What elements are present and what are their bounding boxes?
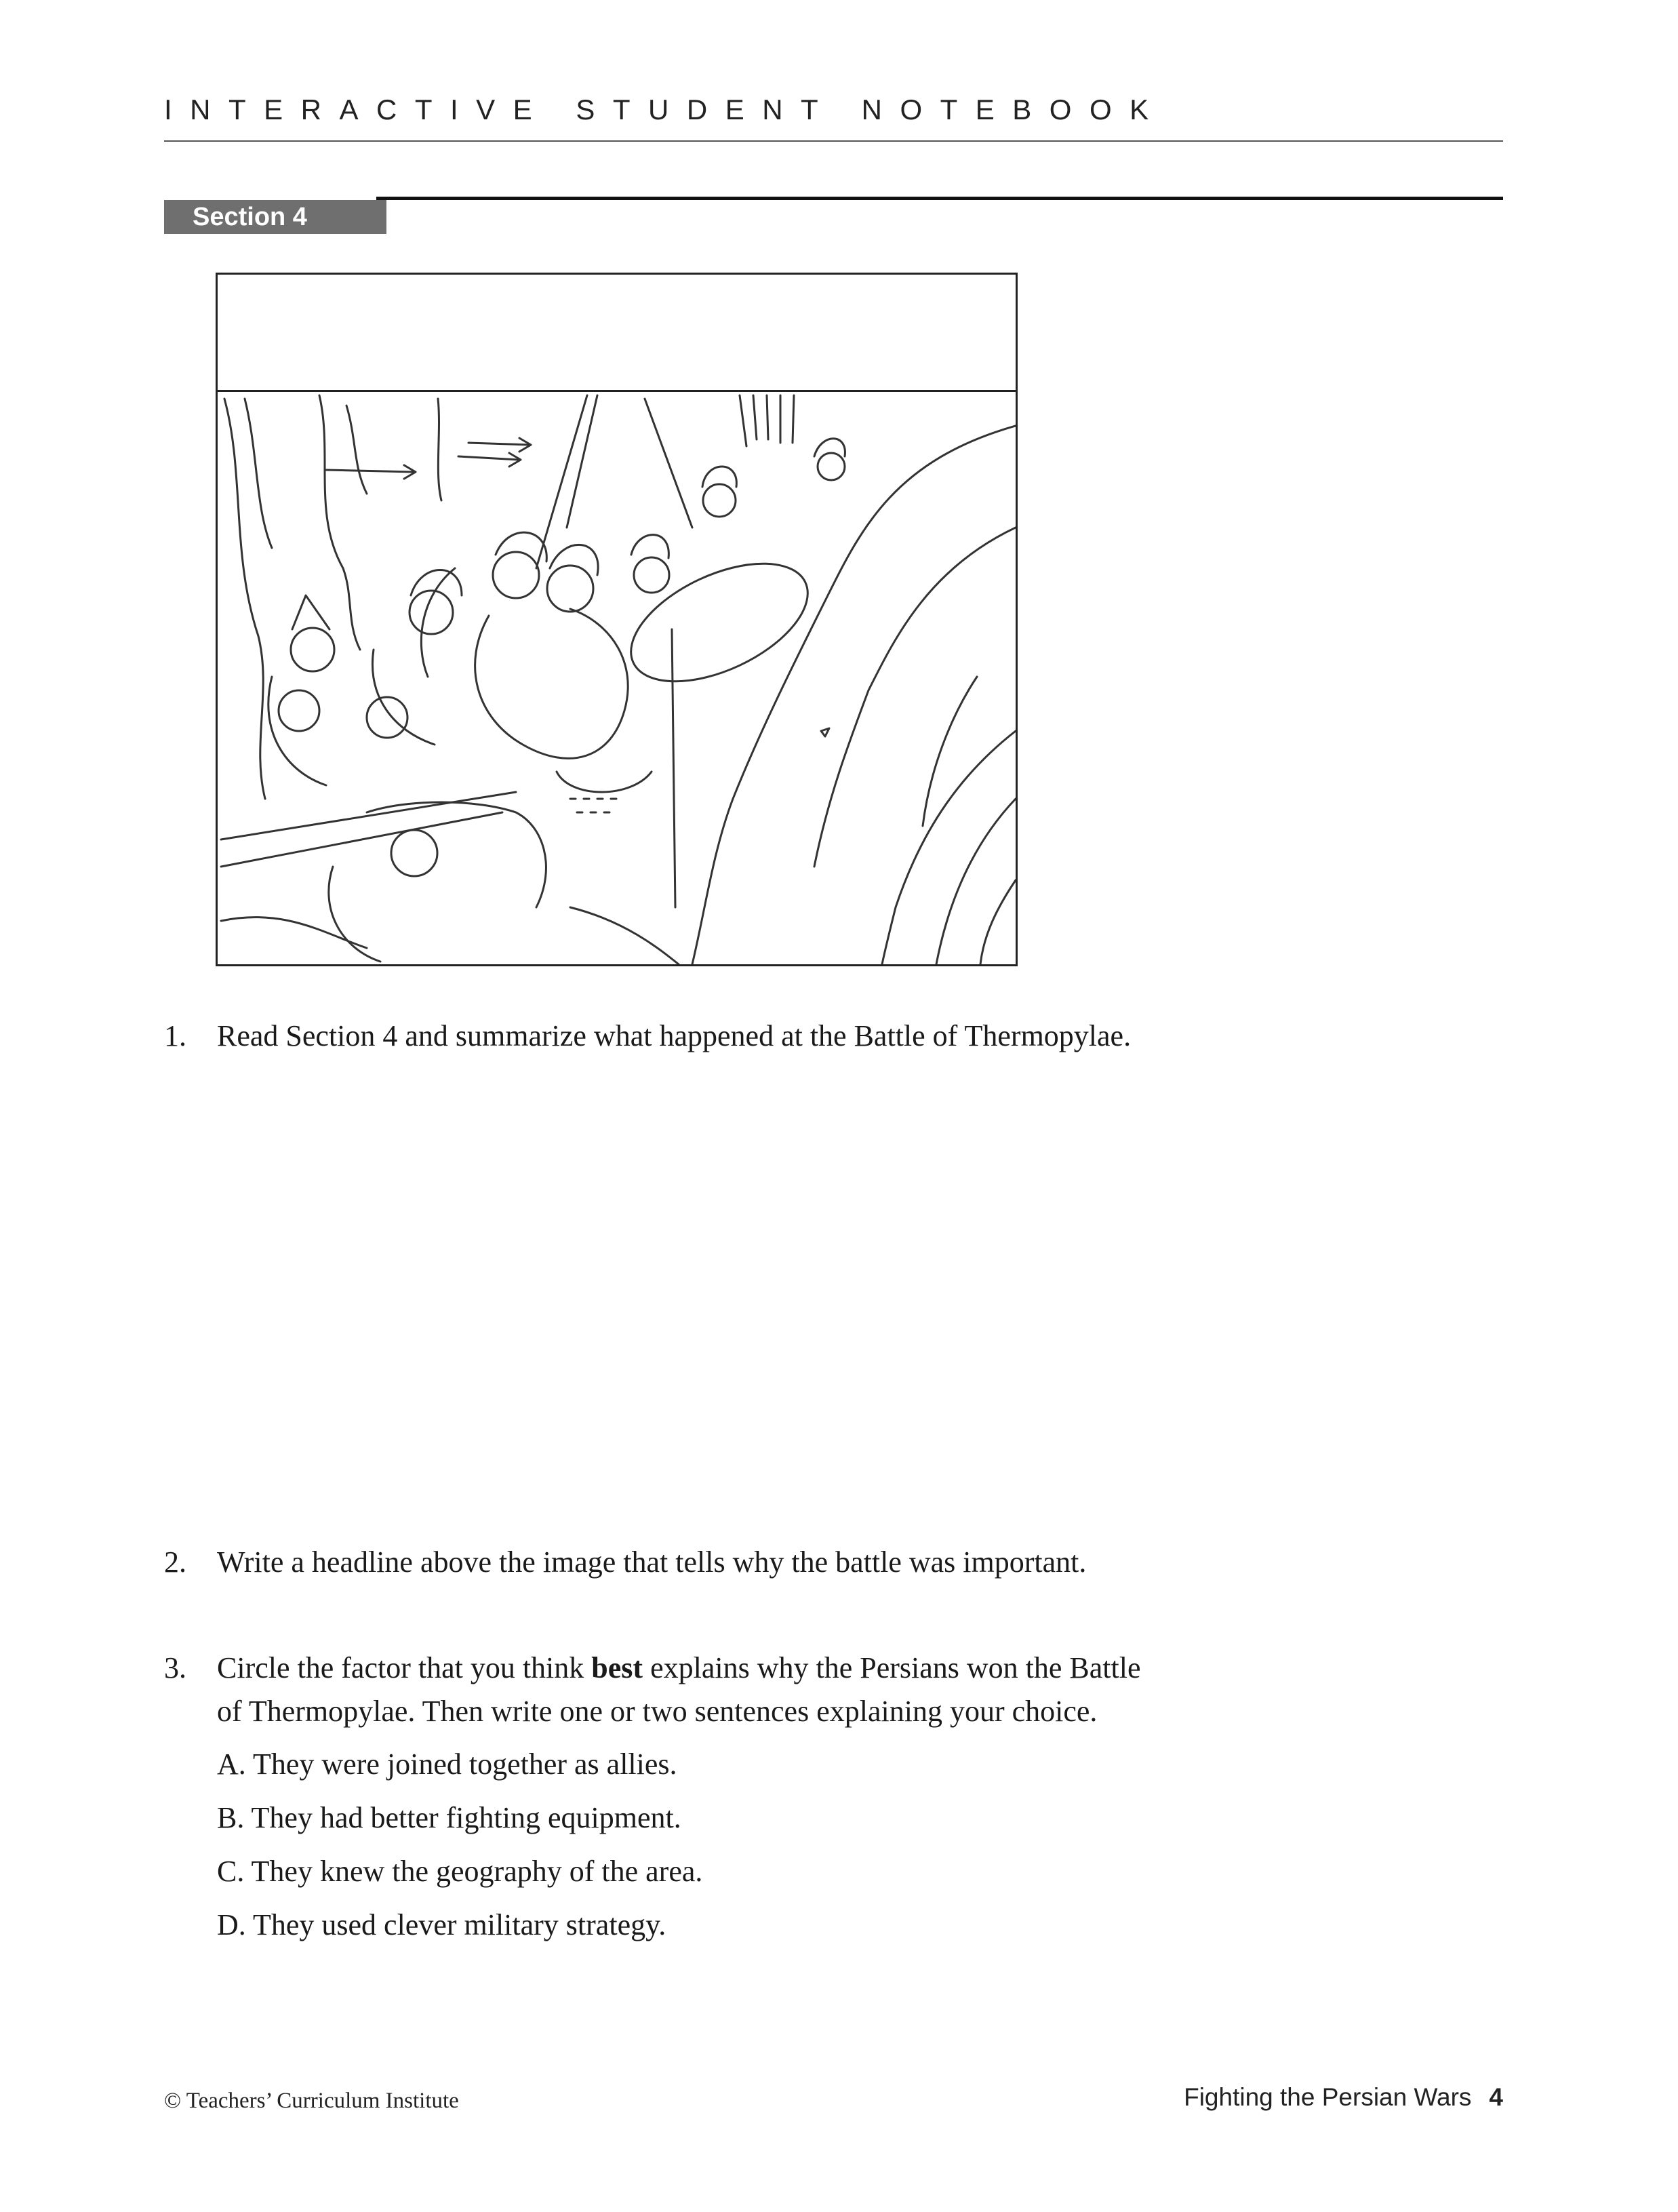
option-d[interactable]: D. They used clever military strategy. <box>217 1908 666 1941</box>
question-1-number: 1. <box>164 1019 186 1052</box>
question-3-number: 3. <box>164 1651 186 1684</box>
question-3-line-1-pre: Circle the factor that you think <box>217 1651 592 1684</box>
question-3-emphasis: best <box>591 1651 643 1684</box>
question-3-line-1 <box>217 1646 1140 1690</box>
footer-copyright: © Teachers’ Curriculum Institute <box>164 2089 459 2113</box>
question-1-text: Read Section 4 and summarize what happened at the Battle of Thermopylae. <box>217 1019 1132 1052</box>
option-a[interactable]: A. They were joined together as allies. <box>217 1747 677 1781</box>
battle-illustration <box>216 390 1018 966</box>
section-rule <box>376 197 1503 200</box>
option-c[interactable]: C. They knew the geography of the area. <box>217 1855 703 1888</box>
question-2-number: 2. <box>164 1545 186 1579</box>
question-3-line-2: of Thermopylae. Then write one or two sentences explaining your choice. <box>217 1695 1098 1728</box>
footer-page-info <box>1184 2083 1503 2112</box>
headline-answer-box[interactable] <box>216 273 1018 391</box>
battle-sketch <box>218 392 1016 964</box>
question-3-line-1-post: explains why the Persians won the Battle <box>643 1651 1141 1684</box>
question-2-text: Write a headline above the image that tells why the battle was important. <box>217 1545 1087 1579</box>
option-b[interactable]: B. They had better fighting equipment. <box>217 1801 681 1834</box>
header-rule <box>164 140 1503 142</box>
notebook-header-title: INTERACTIVE STUDENT NOTEBOOK <box>164 94 1167 125</box>
footer-page-number: 4 <box>1489 2083 1503 2111</box>
section-tab: Section 4 <box>164 200 386 234</box>
footer-chapter-title: Fighting the Persian Wars <box>1184 2083 1472 2111</box>
